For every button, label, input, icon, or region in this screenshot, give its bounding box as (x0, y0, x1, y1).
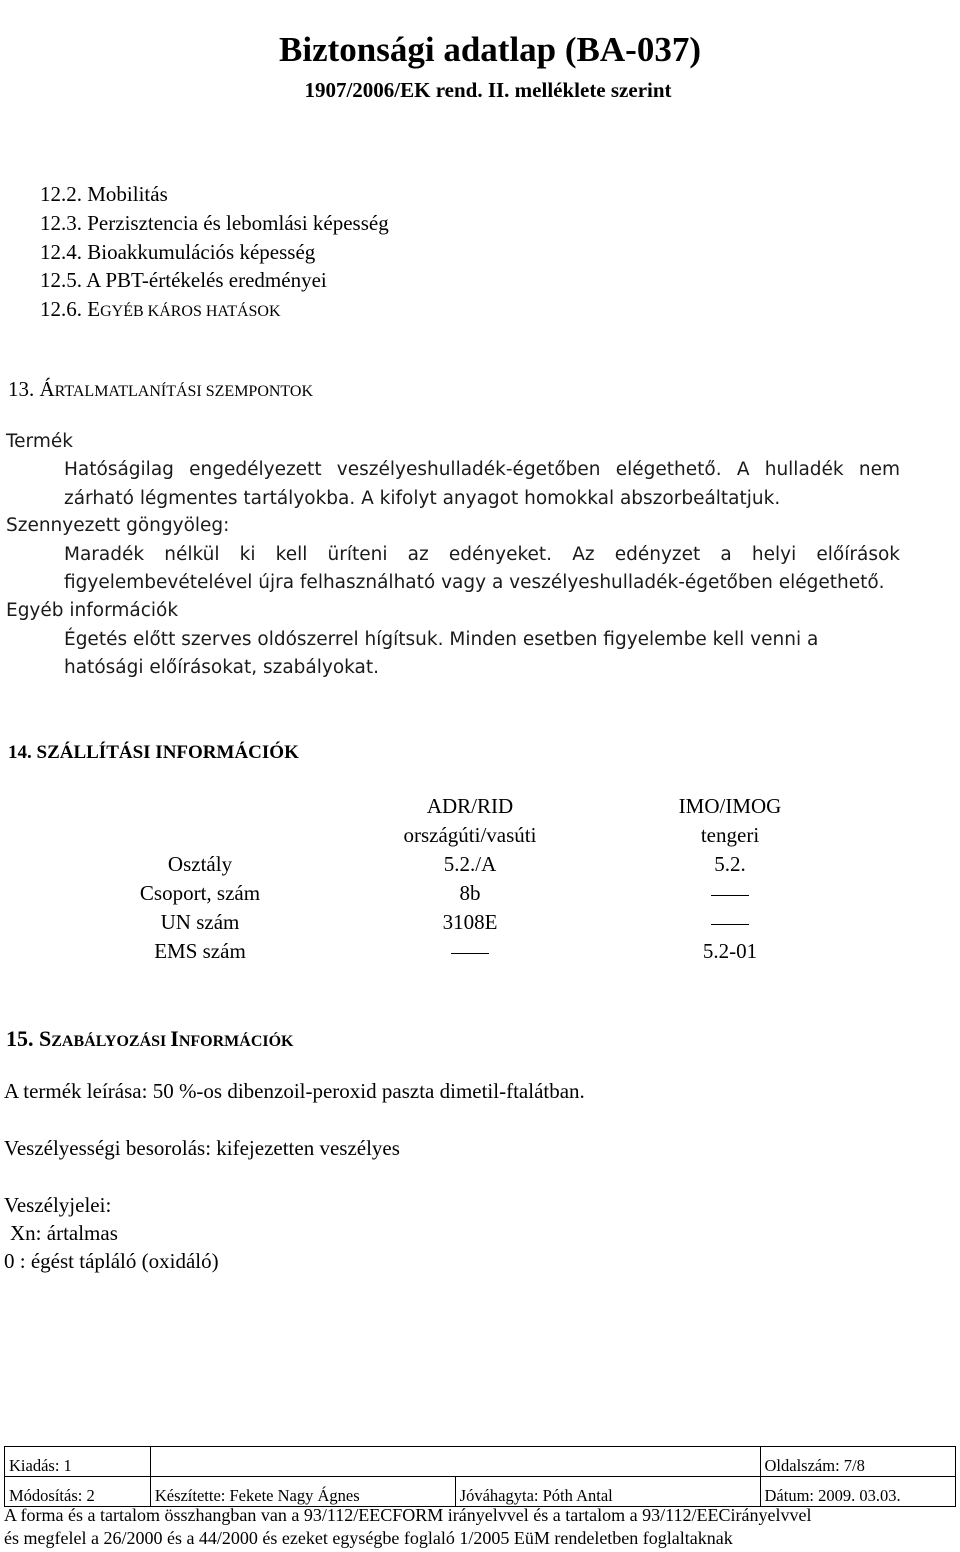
col-imo-subheader: tengeri (700, 823, 760, 847)
dash-mark (451, 953, 489, 954)
row-label: Csoport, szám (139, 881, 261, 905)
row-label: UN szám (160, 910, 240, 934)
col-adr-subheader: országúti/vasúti (403, 823, 537, 847)
row-imo-value (660, 908, 800, 937)
col-imo-header: IMO/IMOG (678, 794, 782, 818)
section-12-2: 12.2. Mobilitás (40, 182, 168, 206)
row-adr-value: 8b (459, 881, 481, 905)
row-adr-value: 3108E (442, 910, 498, 934)
row-adr-value (280, 937, 660, 966)
page-title: Biztonsági adatlap (BA-037) (279, 30, 701, 69)
footer-note-2: és megfelel a 26/2000 és a 44/2000 és ezeket egységbe foglaló 1/2005 EüM rendeletben foglaltaknak (4, 1528, 733, 1548)
footer-row-2 (5, 1477, 956, 1507)
gongyoleg-line-1: Maradék nélkül ki kell üríteni az edényeket. Az edényzet a helyi előírások (64, 544, 900, 565)
section-12-3: 12.3. Perzisztencia és lebomlási képesség (40, 211, 389, 235)
section-15-heading: 15. SZABÁLYOZÁSI INFORMÁCIÓK (6, 1026, 294, 1051)
row-label: EMS szám (154, 939, 246, 963)
hazard-symbol-oxidizing: 0 : égést tápláló (oxidáló) (4, 1249, 219, 1273)
footer-datum: Dátum: 2009. 03.03. (760, 1477, 955, 1507)
transport-header-row (120, 792, 800, 821)
table-row (120, 879, 800, 908)
gongyoleg-label: Szennyezett göngyöleg: (6, 515, 230, 536)
footer-keszitette: Készítette: Fekete Nagy Ágnes (150, 1477, 455, 1507)
hazard-symbols-label: Veszélyjelei: (4, 1193, 112, 1217)
section-13-heading: 13. ÁRTALMATLANÍTÁSI SZEMPONTOK (8, 377, 314, 401)
section-12-5: 12.5. A PBT-értékelés eredményei (40, 268, 327, 292)
hazard-symbol-xn: Xn: ártalmas (10, 1221, 118, 1245)
table-row (120, 908, 800, 937)
row-adr-value: 5.2./A (443, 852, 497, 876)
termek-line-1: Hatóságilag engedélyezett veszélyeshulladék-égetőben elégethető. A hulladék nem (64, 459, 900, 480)
footer-kiadas: Kiadás: 1 (5, 1447, 151, 1477)
transport-table (120, 792, 800, 966)
table-row (120, 850, 800, 879)
egyeb-info-line-2: hatósági előírásokat, szabályokat. (64, 657, 380, 678)
footer-note-1: A forma és a tartalom összhangban van a 93/112/EECFORM irányelvvel és a tartalom a 93/112/EECirányelvvel (4, 1505, 812, 1525)
dash-mark (711, 924, 749, 925)
section-12-6-heading: 12.6. EGYÉB KÁROS HATÁSOK (40, 297, 281, 321)
egyeb-info-line-1: Égetés előtt szerves oldószerrel hígítsuk. Minden esetben figyelembe kell venni a (64, 629, 819, 650)
hazard-classification: Veszélyességi besorolás: kifejezetten veszélyes (4, 1136, 400, 1160)
table-row (120, 937, 800, 966)
gongyoleg-line-2: figyelembevételével újra felhasználható vagy a veszélyeshulladék-égetőben elégethető. (64, 572, 885, 593)
row-imo-value: 5.2-01 (702, 939, 758, 963)
col-adr-header: ADR/RID (426, 794, 514, 818)
product-description: A termék leírása: 50 %-os dibenzoil-peroxid paszta dimetil-ftalátban. (4, 1079, 585, 1103)
termek-line-2: zárható légmentes tartályokba. A kifolyt anyagot homokkal abszorbeáltatjuk. (64, 488, 781, 509)
row-imo-value (660, 879, 800, 908)
transport-subheader-row (120, 821, 800, 850)
termek-label: Termék (6, 431, 73, 452)
section-12-4: 12.4. Bioakkumulációs képesség (40, 240, 316, 264)
row-label: Osztály (167, 852, 233, 876)
egyeb-info-label: Egyéb információk (6, 600, 179, 621)
section-14-heading: 14. SZÁLLÍTÁSI INFORMÁCIÓK (8, 742, 299, 763)
footer-jovahagyta: Jóváhagyta: Póth Antal (455, 1477, 760, 1507)
page-subtitle: 1907/2006/EK rend. II. melléklete szerint (304, 78, 672, 102)
footer-oldalszam: Oldalszám: 7/8 (760, 1447, 955, 1477)
footer-row-1 (5, 1447, 956, 1477)
row-imo-value: 5.2. (714, 852, 746, 876)
dash-mark (711, 895, 749, 896)
footer-modositas: Módosítás: 2 (5, 1477, 151, 1507)
footer-table (4, 1446, 956, 1507)
